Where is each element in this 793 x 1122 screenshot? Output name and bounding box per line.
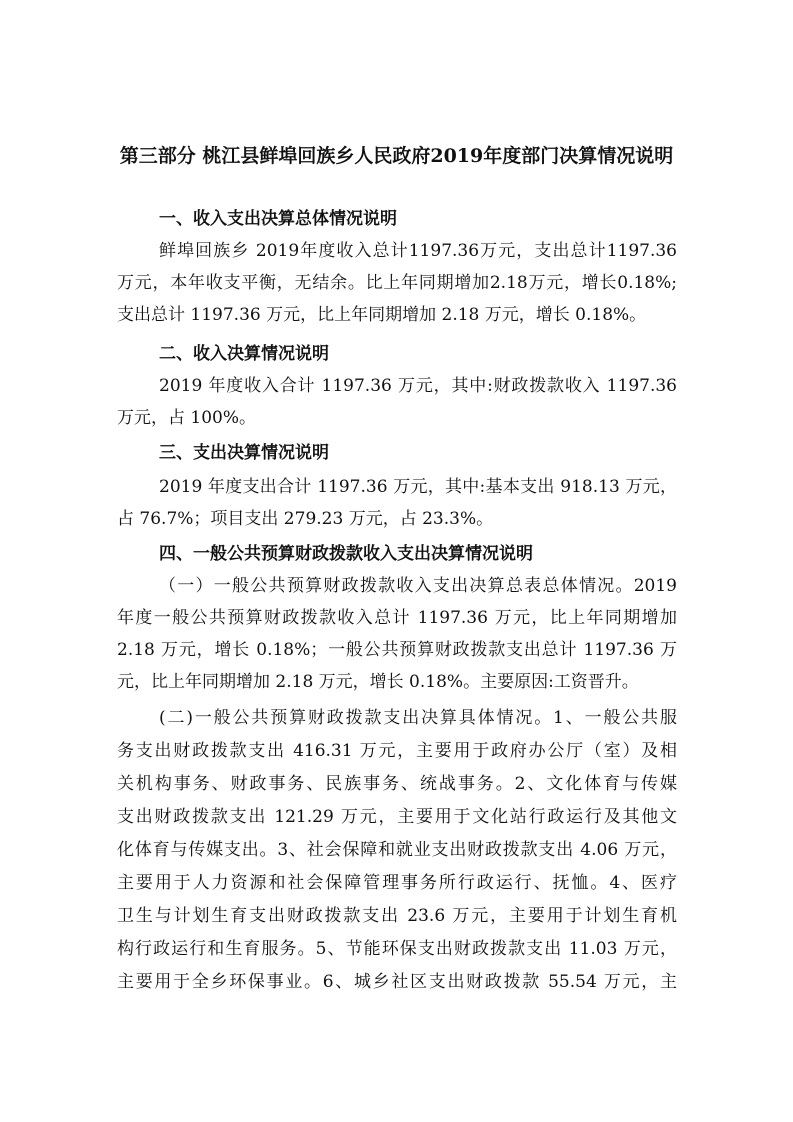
paragraph-line: 万元，本年收支平衡，无结余。比上年同期增加2.18万元，增长0.18%; bbox=[117, 273, 677, 293]
paragraph-line: 2.18 万元，增长 0.18%；一般公共预算财政拨款支出总计 1197.36 万 bbox=[117, 640, 677, 660]
paragraph-line: 2019 年度支出合计 1197.36 万元，其中:基本支出 918.13 万元， bbox=[159, 477, 677, 497]
paragraph-line: 化体育与传媒支出。3、社会保障和就业支出财政拨款支出 4.06 万元， bbox=[117, 840, 677, 860]
section-heading-3: 三、支出决算情况说明 bbox=[159, 443, 329, 463]
paragraph-line: （一）一般公共预算财政拨款收入支出决算总表总体情况。2019 bbox=[159, 576, 677, 596]
paragraph-line: 占 76.7%；项目支出 279.23 万元，占 23.3%。 bbox=[117, 509, 494, 529]
paragraph-line: 年度一般公共预算财政拨款收入总计 1197.36 万元，比上年同期增加 bbox=[117, 608, 677, 628]
paragraph-line: 关机构事务、财政事务、民族事务、统战事务。2、文化体育与传媒 bbox=[117, 774, 677, 794]
section-heading-1: 一、收入支出决算总体情况说明 bbox=[159, 209, 397, 229]
paragraph-line: 元，比上年同期增加 2.18 万元，增长 0.18%。主要原因:工资晋升。 bbox=[117, 672, 639, 692]
paragraph-line: 2019 年度收入合计 1197.36 万元，其中:财政拨款收入 1197.36 bbox=[159, 376, 677, 396]
paragraph-line: 卫生与计划生育支出财政拨款支出 23.6 万元，主要用于计划生育机 bbox=[117, 906, 677, 926]
paragraph-line: 主要用于全乡环保事业。6、城乡社区支出财政拨款 55.54 万元，主 bbox=[117, 972, 677, 992]
section-heading-4: 四、一般公共预算财政拨款收入支出决算情况说明 bbox=[159, 544, 533, 564]
paragraph-line: 务支出财政拨款支出 416.31 万元，主要用于政府办公厅（室）及相 bbox=[117, 741, 677, 761]
paragraph-line: 支出总计 1197.36 万元，比上年同期增加 2.18 万元，增长 0.18%。 bbox=[117, 305, 647, 325]
paragraph-line: 鲜埠回族乡 2019年度收入总计1197.36万元，支出总计1197.36 bbox=[159, 241, 677, 261]
document-title: 第三部分 桃江县鲜埠回族乡人民政府2019年度部门决算情况说明 bbox=[119, 145, 674, 167]
section-heading-2: 二、收入决算情况说明 bbox=[159, 344, 329, 364]
paragraph-line: 支出财政拨款支出 121.29 万元，主要用于文化站行政运行及其他文 bbox=[117, 807, 677, 827]
paragraph-line: 构行政运行和生育服务。5、节能环保支出财政拨款支出 11.03 万元， bbox=[117, 939, 677, 959]
paragraph-line: (二)一般公共预算财政拨款支出决算具体情况。1、一般公共服 bbox=[159, 708, 677, 728]
paragraph-line: 主要用于人力资源和社会保障管理事务所行政运行、抚恤。4、医疗 bbox=[117, 873, 677, 893]
paragraph-line: 万元，占 100%。 bbox=[117, 408, 257, 428]
